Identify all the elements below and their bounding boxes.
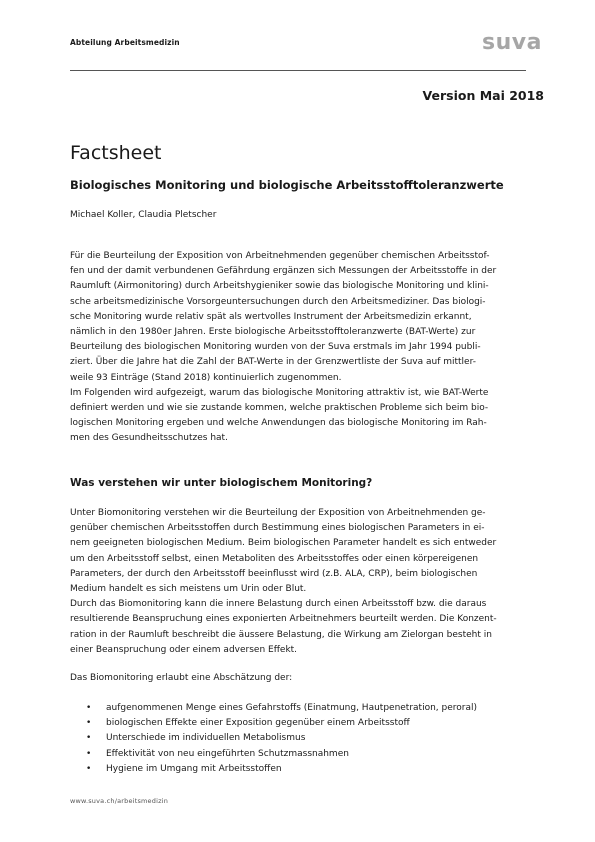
list-lead — [70, 671, 530, 686]
text-line: einer Beanspruchung oder einem adversen Effekt. — [70, 644, 298, 655]
text-line: Das Biomonitoring erlaubt eine Abschätzung der: — [70, 673, 293, 683]
list-item — [70, 731, 530, 746]
list-item-text: biologischen Effekte einer Exposition gegenüber einem Arbeitsstoff — [106, 718, 410, 729]
list-item-text: Hygiene im Umgang mit Arbeitsstoffen — [106, 763, 282, 774]
text-line: logischen Monitoring ergeben und welche Anwendungen das biologische Monitoring im Rah- — [70, 418, 487, 429]
text-line: sche arbeitsmedizinische Vorsorgeuntersuchungen durch den Arbeitsmediziner. Das biologi- — [70, 296, 486, 307]
text-line: Für die Beurteilung der Exposition von Arbeitnehmenden gegenüber chemischen Arbeitsstof- — [70, 251, 490, 261]
version-label: Version Mai 2018 — [422, 88, 544, 103]
suva-logo: suva — [482, 30, 542, 55]
header-divider — [70, 70, 526, 71]
list-item — [70, 716, 530, 731]
list-item — [70, 747, 530, 762]
text-line: ziert. Über die Jahre hat die Zahl der BAT-Werte in der Grenzwertliste der Suva auf mittler- — [70, 357, 476, 368]
text-line: sche Monitoring wurde relativ spät als wertvolles Instrument der Arbeitsmedizin erkannt, — [70, 311, 472, 322]
bullet-icon: • — [86, 703, 92, 713]
section-paragraph — [70, 506, 530, 658]
text-line: Im Folgenden wird aufgezeigt, warum das biologische Monitoring attraktiv ist, wie BAT-Werte — [70, 387, 489, 398]
text-line: fen und der damit verbundenen Gefährdung ergänzen sich Messungen der Arbeitsstoffe in der — [70, 266, 497, 277]
bullet-list — [70, 701, 530, 777]
text-line: Unter Biomonitoring verstehen wir die Beurteilung der Exposition von Arbeitnehmenden ge- — [70, 508, 486, 518]
intro-paragraph — [70, 249, 530, 447]
bullet-icon: • — [86, 763, 92, 774]
text-line: genüber chemischen Arbeitsstoffen durch Bestimmung eines biologischen Parameters in ei- — [70, 523, 485, 534]
text-line: men des Gesundheitsschutzes hat. — [70, 433, 228, 444]
text-line: um den Arbeitsstoff selbst, einen Metaboliten des Arbeitsstoffes oder einen körpereigenen — [70, 553, 479, 564]
bullet-icon: • — [86, 748, 92, 759]
text-line: definiert werden und wie sie zustande kommen, welche praktischen Probleme sich beim bio- — [70, 403, 489, 414]
text-line: nämlich in den 1980er Jahren. Erste biologische Arbeitsstofftoleranzwerte (BAT-Werte) zur — [70, 327, 476, 338]
text-line: Raumluft (Airmonitoring) durch Arbeitshygieniker sowie das biologische Monitoring und klini- — [70, 281, 489, 292]
list-item — [70, 701, 530, 716]
list-item-text: aufgenommenen Menge eines Gefahrstoffs (Einatmung, Hautpenetration, peroral) — [106, 703, 477, 713]
page-subtitle: Biologisches Monitoring und biologische Arbeitsstofftoleranzwerte — [70, 178, 504, 192]
text-line: nem geeigneten biologischen Medium. Beim biologischen Parameter handelt es sich entweder — [70, 538, 497, 549]
footer-url[interactable]: www.suva.ch/arbeitsmedizin — [70, 797, 169, 805]
list-item-text: Unterschiede im individuellen Metabolismus — [106, 733, 306, 744]
bullet-icon: • — [86, 718, 92, 729]
text-line: Parameters, der durch den Arbeitsstoff beeinflusst wird (z.B. ALA, CRP), beim biologischen — [70, 568, 478, 579]
text-line: resultierende Beanspruchung eines exponierten Arbeitnehmers beurteilt werden. Die Konzent- — [70, 614, 497, 625]
page-title: Factsheet — [70, 142, 162, 164]
list-item — [70, 762, 530, 777]
bullet-icon: • — [86, 733, 92, 744]
text-line: ration in der Raumluft beschreibt die äussere Belastung, die Wirkung am Zielorgan besteht in — [70, 629, 492, 640]
authors: Michael Koller, Claudia Pletscher — [70, 210, 217, 220]
section-heading: Was verstehen wir unter biologischem Monitoring? — [70, 477, 373, 489]
text-line: Medium handelt es sich meistens um Urin oder Blut. — [70, 584, 307, 595]
department-label: Abteilung Arbeitsmedizin — [70, 38, 180, 47]
text-line: Durch das Biomonitoring kann die innere Belastung durch einen Arbeitsstoff bzw. die daraus — [70, 599, 487, 610]
list-item-text: Effektivität von neu eingeführten Schutzmassnahmen — [106, 748, 349, 759]
text-line: weile 93 Einträge (Stand 2018) kontinuierlich zugenommen. — [70, 372, 342, 383]
text-line: Beurteilung des biologischen Monitoring wurden von der Suva erstmals im Jahr 1994 publi- — [70, 342, 481, 353]
